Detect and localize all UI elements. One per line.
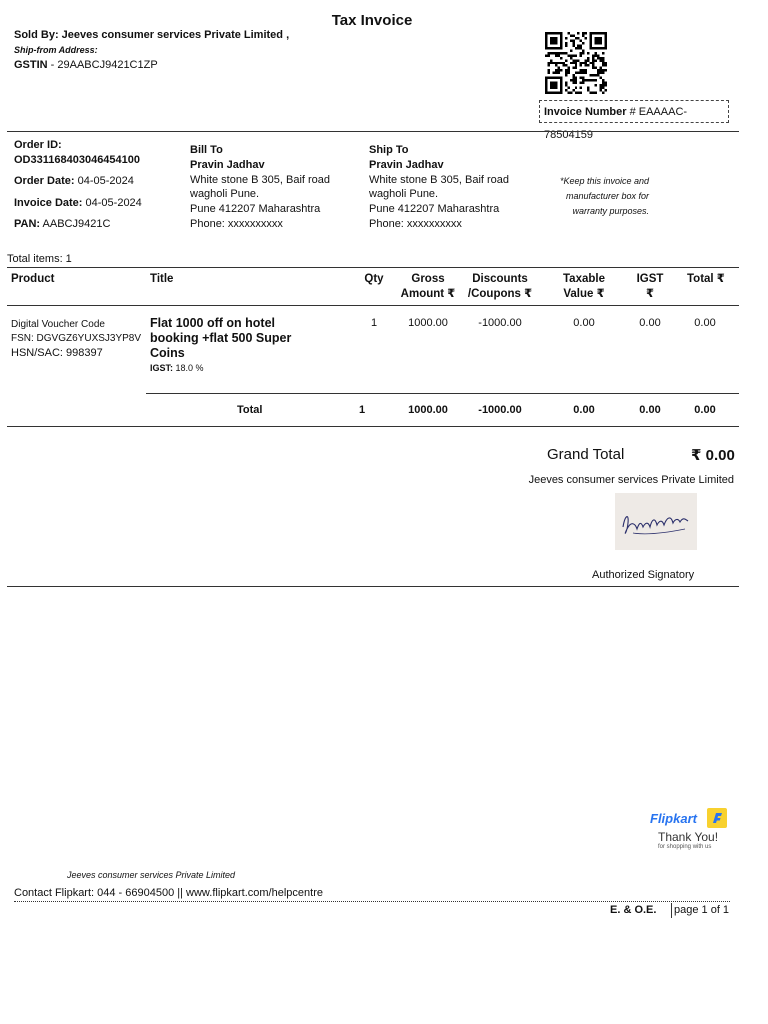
row-discount: -1000.00	[478, 317, 522, 329]
row-igst: 0.00	[639, 317, 661, 329]
order-date-label: Order Date:	[14, 175, 75, 187]
invoice-number-value: # EAAAAC-78504159	[544, 106, 688, 141]
eoe-text: E. & O.E.	[610, 904, 657, 916]
bill-to-address-line: White stone B 305, Baif road	[190, 173, 331, 186]
order-id-label: Order ID:	[14, 139, 62, 151]
signatory-company: Jeeves consumer services Private Limited	[528, 474, 734, 486]
ship-to-heading: Ship To	[369, 144, 409, 156]
item-title-line: Flat 1000 off on hotel	[150, 316, 276, 330]
warranty-note-line: *Keep this invoice and	[559, 176, 649, 186]
col-header-gross	[396, 272, 460, 302]
product-fsn: FSN: DGVGZ6YUXSJ3YP8V	[11, 333, 142, 344]
bill-to-address-line: wagholi Pune.	[190, 188, 260, 201]
ship-to-phone: Phone: xxxxxxxxxx	[369, 217, 462, 230]
warranty-note-line: manufacturer box for	[565, 191, 649, 201]
total-items: Total items: 1	[7, 253, 72, 265]
footer-company: Jeeves consumer services Private Limited	[67, 870, 236, 880]
thank-you-subtext: for shopping with us	[658, 844, 712, 850]
bill-to-phone: Phone: xxxxxxxxxx	[190, 217, 283, 230]
gstin-value: - 29AABCJ9421C1ZP	[47, 59, 158, 71]
order-id-value: OD331168403046454100	[14, 154, 141, 166]
product-hsn: HSN/SAC: 998397	[11, 347, 103, 359]
invoice-date	[14, 197, 142, 209]
ship-to-address-line: Pune 412207 Maharashtra	[369, 203, 500, 216]
ship-to-block	[369, 143, 509, 232]
invoice-number-label: Invoice Number	[544, 106, 627, 118]
grand-total-label: Grand Total	[547, 446, 625, 463]
row-total: 0.00	[694, 317, 716, 329]
item-title-line: Coins	[150, 346, 185, 360]
section-divider	[7, 586, 739, 587]
item-title-line: booking +flat 500 Super	[150, 331, 292, 345]
totals-qty: 1	[358, 404, 366, 416]
title-cell	[150, 316, 291, 361]
totals-igst: 0.00	[639, 404, 661, 416]
page-separator	[671, 903, 672, 918]
pan	[14, 218, 110, 230]
contact-info: Contact Flipkart: 044 - 66904500 || www.flipkart.com/helpcentre	[14, 887, 323, 899]
qr-code	[544, 32, 608, 94]
col-header-igst-line: ₹	[645, 288, 654, 300]
order-date-value: 04-05-2024	[74, 175, 134, 187]
bill-to-address-line: Pune 412207 Maharashtra	[190, 203, 321, 216]
col-header-discounts-line: Discounts	[472, 273, 528, 285]
invoice-date-value: 04-05-2024	[82, 197, 142, 209]
bill-to-heading: Bill To	[190, 144, 223, 156]
divider	[7, 131, 739, 132]
gstin-label: GSTIN	[14, 59, 48, 71]
col-header-product: Product	[11, 273, 55, 285]
order-date	[14, 175, 134, 187]
table-top-border	[7, 267, 739, 268]
ship-to-address-line: White stone B 305, Baif road	[369, 173, 510, 186]
totals-label: Total	[237, 404, 263, 416]
gstin	[14, 59, 158, 71]
row-qty: 1	[370, 317, 378, 329]
col-header-qty: Qty	[364, 273, 384, 285]
ship-from-label: Ship-from Address:	[14, 45, 98, 55]
col-header-taxable-line: Taxable	[563, 273, 605, 285]
bill-to-name: Pravin Jadhav	[190, 158, 265, 171]
totals-discount: -1000.00	[478, 404, 522, 416]
col-header-discounts	[462, 272, 538, 302]
sold-by: Sold By: Jeeves consumer services Private Limited ,	[14, 29, 290, 41]
authorized-signatory: Authorized Signatory	[592, 569, 695, 581]
pan-label: PAN:	[14, 218, 41, 230]
bill-to-block	[190, 143, 330, 232]
footer-dotted-divider	[14, 901, 730, 902]
thank-you-text: Thank You!	[658, 830, 719, 844]
invoice-number-box	[539, 100, 729, 141]
totals-top-border	[146, 393, 739, 394]
col-header-gross-line: Gross	[411, 273, 445, 285]
grand-total-value: ₹ 0.00	[691, 447, 735, 464]
col-header-total: Total ₹	[687, 273, 725, 285]
item-igst-rate	[150, 363, 204, 373]
page-number: page 1 of 1	[674, 904, 730, 916]
pan-value: AABCJ9421C	[40, 218, 111, 230]
row-gross: 1000.00	[408, 317, 448, 329]
col-header-title: Title	[150, 273, 174, 285]
col-header-discounts-line: /Coupons ₹	[467, 288, 533, 300]
col-header-taxable-line: Value ₹	[563, 288, 605, 300]
flipkart-logo	[650, 808, 732, 856]
warranty-note	[540, 174, 649, 219]
warranty-note-line: warranty purposes.	[572, 206, 649, 216]
table-bottom-border	[7, 426, 739, 427]
page-title: Tax Invoice	[331, 12, 413, 29]
product-name: Digital Voucher Code	[11, 319, 105, 330]
col-header-taxable	[552, 272, 616, 302]
ship-to-name: Pravin Jadhav	[369, 158, 444, 171]
product-cell	[11, 318, 141, 360]
col-header-igst	[628, 272, 672, 302]
row-taxable: 0.00	[573, 317, 595, 329]
flipkart-bag-icon	[707, 808, 727, 828]
col-header-gross-line: Amount ₹	[400, 288, 456, 300]
signature-image	[615, 493, 697, 550]
totals-total: 0.00	[694, 404, 716, 416]
item-igst-label: IGST:	[150, 363, 174, 373]
totals-taxable: 0.00	[573, 404, 595, 416]
invoice-date-label: Invoice Date:	[14, 197, 83, 209]
flipkart-wordmark: Flipkart	[650, 811, 697, 826]
col-header-igst-line: IGST	[636, 273, 664, 285]
item-igst-value: 18.0 %	[173, 363, 204, 373]
totals-gross: 1000.00	[408, 404, 448, 416]
table-header-border	[7, 305, 739, 306]
ship-to-address-line: wagholi Pune.	[369, 188, 439, 201]
